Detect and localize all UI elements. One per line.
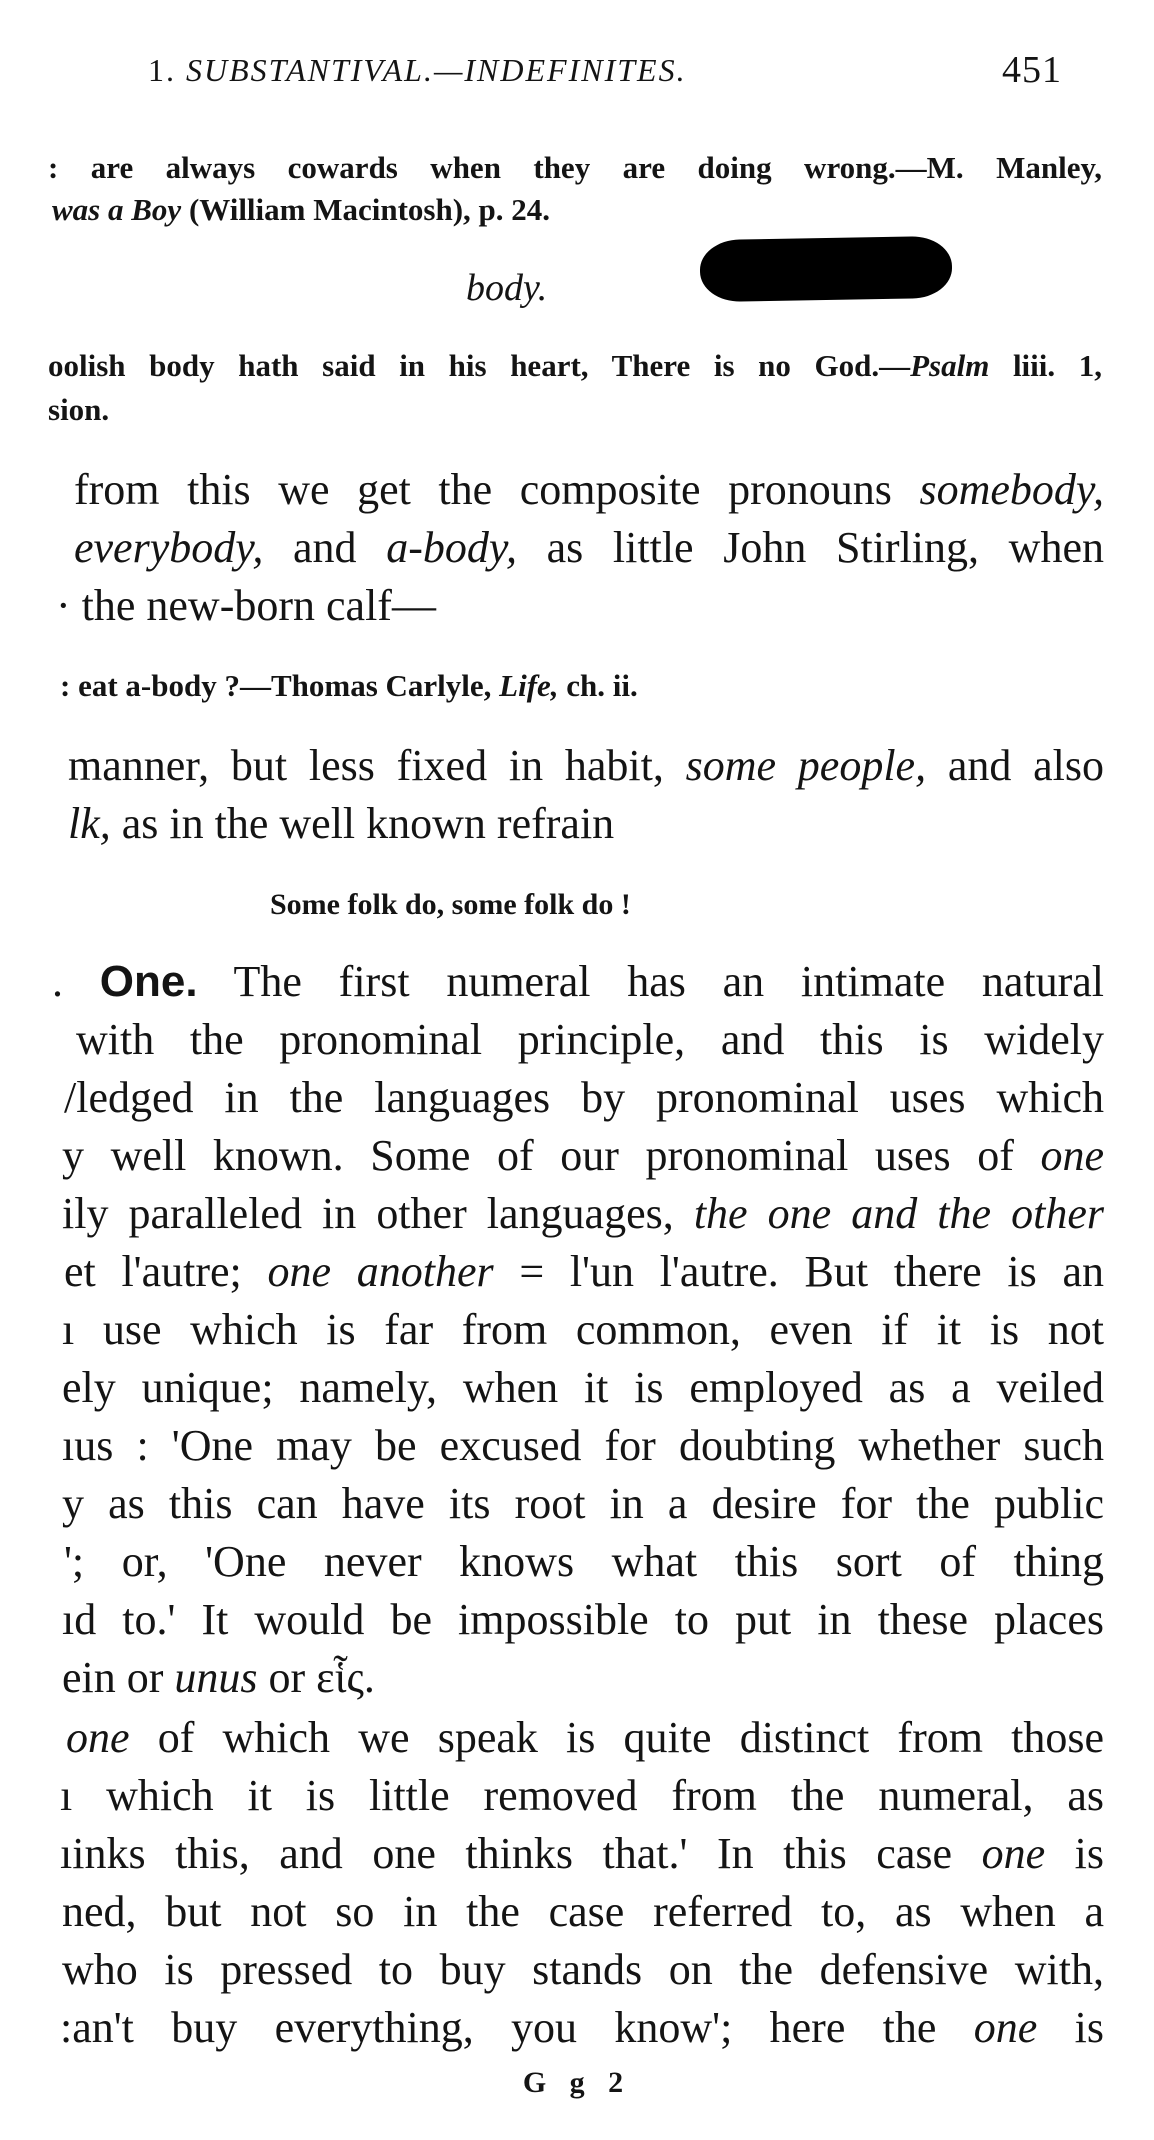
para2-line1 (68, 740, 1104, 791)
para3-line7: ı use which is far from common, even if it is not (62, 1305, 1104, 1354)
para3-line6 (64, 1246, 1104, 1297)
section-heading-body: body. (466, 267, 548, 309)
para2-term-some-people: some people, (685, 741, 927, 790)
para4-line4: ned, but not so in the case referred to, as when a (62, 1887, 1104, 1936)
para3-line8: ely unique; namely, when it is employed as a veiled (62, 1363, 1104, 1412)
para3-term-one-and-other: the one and the other (693, 1189, 1104, 1238)
para3-line5 (62, 1188, 1104, 1239)
para3-marker: . (52, 957, 100, 1006)
para3-text: or εἷς. (257, 1653, 375, 1702)
para1-text: from this we get the composite pronouns (74, 465, 920, 514)
refrain-quote: Some folk do, some folk do ! (270, 888, 631, 921)
para3-line13 (62, 1652, 375, 1703)
para3-heading-one: One. (99, 957, 198, 1006)
running-header (148, 49, 1106, 112)
quote3-text: : eat a-body ?—Thomas Carlyle, (60, 668, 500, 703)
quote1-line1: : are always cowards when they are doing wrong.—M. Manley, (48, 150, 1102, 185)
para4-line2: ı which it is little removed from the numeral, as (60, 1771, 1104, 1820)
quote1-line2 (52, 192, 550, 228)
para2-term-folk: lk, (68, 799, 111, 848)
quote2-text: oolish body hath said in his heart, There is no God.— (48, 348, 911, 383)
para1-line1 (74, 464, 1104, 515)
para2-text: and also (926, 741, 1105, 790)
para4-line6 (60, 2002, 1104, 2053)
quote3-chapter: ch. ii. (558, 668, 638, 703)
para3-text: ein or (62, 1653, 175, 1702)
para4-term-one: one (973, 2003, 1038, 2052)
para3-line3: /ledged in the languages by pronominal uses which (64, 1073, 1104, 1122)
para2-text: manner, but less fixed in habit, (68, 741, 686, 790)
para4-text: :an't buy everything, you know'; here the (60, 2003, 974, 2052)
header-title (148, 52, 687, 89)
para4-line1 (66, 1712, 1104, 1763)
quote3-line (60, 668, 638, 704)
para3-line11: '; or, 'One never knows what this sort of thing (64, 1537, 1104, 1586)
para4-line3 (60, 1828, 1104, 1879)
para3-term-one-another: one another (267, 1247, 494, 1296)
quote2-verse: liii. 1, (989, 348, 1103, 383)
para3-text: y well known. Some of our pronominal uses of (62, 1131, 1041, 1180)
para3-text: et l'autre; (64, 1247, 268, 1296)
para4-text: is (1045, 1829, 1104, 1878)
para4-line5: who is pressed to buy stands on the defensive with, (62, 1945, 1104, 1994)
para1-line2 (74, 522, 1104, 573)
para1-text: as little John Stirling, when (516, 523, 1104, 572)
para2-text: as in the well known refrain (110, 799, 615, 848)
para4-text: of which we speak is quite distinct from those (129, 1713, 1104, 1762)
quote2-line2: sion. (48, 392, 110, 427)
para3-text: ily paralleled in other languages, (62, 1189, 694, 1238)
para1-term-somebody: somebody, (919, 465, 1104, 514)
para3-term-one: one (1040, 1131, 1104, 1180)
para4-term-one: one (66, 1713, 130, 1762)
para3-line2: with the pronominal principle, and this is widely (76, 1015, 1104, 1064)
para1-text: and (263, 523, 387, 572)
para3-text: = l'un l'autre. But there is an (493, 1247, 1104, 1296)
para1-line3: · the new-born calf— (56, 581, 436, 630)
para2-line2 (68, 798, 614, 849)
para4-text: is (1037, 2003, 1104, 2052)
header-section-title: SUBSTANTIVAL.—INDEFINITES. (186, 52, 687, 88)
quote3-title: Life, (499, 668, 559, 703)
para3-line4 (62, 1130, 1104, 1181)
quote2-line1 (48, 348, 1102, 384)
redaction-mark (699, 236, 952, 302)
para3-line10: y as this can have its root in a desire for the public (62, 1479, 1104, 1528)
quote2-source: Psalm (910, 348, 990, 383)
para3-term-unus: unus (174, 1653, 258, 1702)
para1-term-abody: a-body, (386, 523, 517, 572)
quote1-title: was a Boy (52, 192, 182, 227)
para4-term-one: one (981, 1829, 1046, 1878)
quote1-citation: (William Macintosh), p. 24. (181, 192, 551, 227)
para3-line12: ıd to.' It would be impossible to put in these places (62, 1595, 1104, 1644)
page-number: 451 (1002, 49, 1062, 91)
para1-term-everybody: everybody, (74, 523, 264, 572)
para4-text: ıinks this, and one thinks that.' In this case (60, 1829, 982, 1878)
header-section-number: 1. (148, 52, 176, 88)
para3-line1 (52, 956, 1104, 1007)
para3-line9: ıus : 'One may be excused for doubting whether such (62, 1421, 1104, 1470)
para3-text: The first numeral has an intimate natural (197, 957, 1105, 1006)
signature-mark: G g 2 (522, 2066, 632, 2099)
